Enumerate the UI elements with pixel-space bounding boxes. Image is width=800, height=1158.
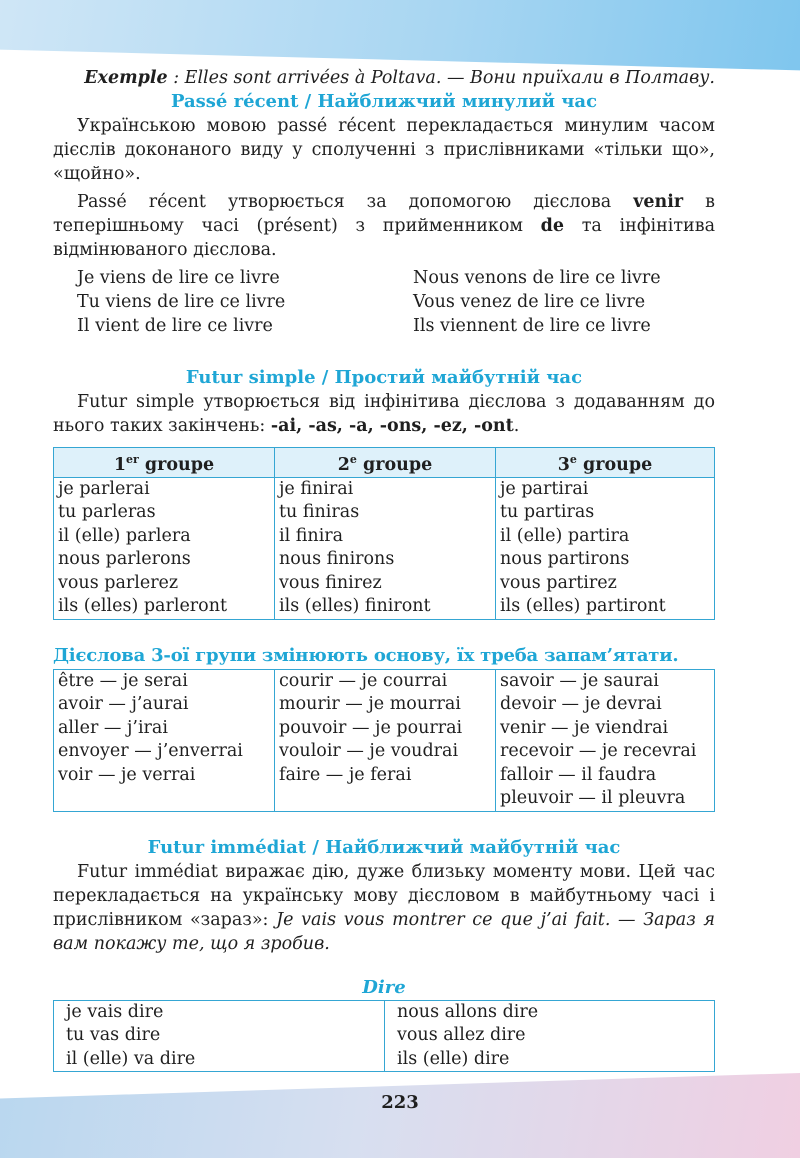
form: tu finiras [279,502,360,523]
conj-plur: Ils viennent de lire ce livre [413,316,651,336]
form: nous parlerons [58,549,191,570]
form: je partirai [500,478,589,499]
passe-recent-paragraph-1: Українською мовою passé récent перекладається минулим часом дієслів доконаного виду у сполученні з прислівниками «тільки що», «щойно». [53,116,715,184]
passe-recent-paragraph-2 [53,190,715,262]
form: nous finirons [279,549,395,570]
group-1-forms [54,477,275,619]
verb-form: avoir — j’aurai [58,694,189,715]
futur-simple-title: Futur simple / Простий майбутній час [185,367,583,388]
form: ils (elles) parleront [58,596,228,617]
header-group-1: 1er groupe [54,448,275,478]
verb-form: devoir — je devrai [500,694,662,715]
text-fragment: та інфінітива відмінюваного дієслова. [53,216,716,260]
bold-venir: venir [633,192,684,212]
form: vous parlerez [58,572,179,593]
conj-sing: Je viens de lire ce livre [77,268,280,288]
text-fragment: . [513,416,520,436]
table-header-row [54,448,715,478]
verb-form: aller — j’irai [58,717,168,738]
form: nous partirons [500,549,630,570]
verb-form: savoir — je saurai [500,670,659,691]
conj-plur: Vous venez de lire ce livre [413,292,646,312]
verb-form: venir — je viendrai [500,717,669,738]
table-row [54,477,715,619]
example-label: Exemple [84,68,168,88]
verb-form: mourir — je mourrai [279,694,461,715]
irregular-verbs-table [53,669,715,812]
dire-form: vous allez dire [397,1025,526,1046]
dire-form: nous allons dire [397,1001,539,1022]
verb-form: faire — je ferai [279,764,412,785]
verb-form: pleuvoir — il pleuvra [500,788,686,809]
footer-decoration [0,1073,800,1158]
dire-singular [54,1000,385,1072]
irregular-verbs-title: Дієслова 3-ої групи змінюють основу, їх треба запам’ятати. [53,644,679,666]
dire-form: tu vas dire [66,1025,161,1046]
text-fragment: Futur immédiat виражає дію, дуже близьку моменту мови. Цей час перекладається на українську мову дієсловом в майбутньому часі і прислівником «зараз»: [53,861,715,930]
dire-form: je vais dire [66,1001,164,1022]
form: tu partiras [500,502,595,523]
verb-form: falloir — il faudra [500,764,657,785]
bold-endings: -ai, -as, -a, -ons, -ez, -ont [270,416,514,436]
futur-simple-paragraph [53,390,715,438]
dire-form: ils (elle) dire [397,1048,510,1069]
verb-form: recevoir — je recevrai [500,741,697,762]
form: ils (elles) partiront [500,596,666,617]
group-2-forms [275,477,496,619]
verb-form: être — je serai [58,670,188,691]
verb-form: vouloir — je voudrai [279,741,459,762]
group-3-forms [496,477,715,619]
futur-immediat-title: Futur immédiat / Найближчий майбутній час [147,836,621,858]
conj-plur: Nous venons de lire ce livre [413,268,661,288]
text-fragment: Futur simple утворюється від інфінітива дієслова з додаванням до нього таких закінчень: [53,392,715,436]
text-fragment: в теперішньому часі (présent) з прийменником [53,192,715,236]
dire-table [53,1000,715,1073]
form: il finira [279,525,344,546]
dire-plural [385,1000,715,1072]
form: il (elle) partira [500,525,630,546]
form: vous finirez [279,572,382,593]
dire-form: il (elle) va dire [66,1048,196,1069]
form: tu parleras [58,502,156,523]
example-line [53,66,715,90]
table-row [54,1000,715,1072]
verb-form: courir — je courrai [279,670,448,691]
passe-recent-title: Passé récent / Найближчий минулий час [170,91,598,112]
bold-de: de [540,216,565,236]
conj-sing: Tu viens de lire ce livre [77,292,286,312]
form: je finirai [279,478,354,499]
irregular-column-1 [54,669,275,811]
dire-title: Dire [362,976,406,998]
header-group-3: 3e groupe [496,448,715,478]
conj-sing: Il vient de lire ce livre [77,316,273,336]
text-fragment: Passé récent утворюється за допомогою дієслова [77,192,634,212]
venir-conjugation [53,266,715,338]
verb-form: envoyer — j’enverrai [58,741,243,762]
page-number: 223 [381,1092,419,1113]
form: ils (elles) finiront [279,596,431,617]
table-row [54,669,715,811]
italic-example: Je vais vous montrer ce que j’ai fait. — Зараз я вам покажу те, що я зробив. [53,909,715,954]
irregular-column-2 [275,669,496,811]
futur-simple-table [53,447,715,620]
verb-form: pouvoir — je pourrai [279,717,463,738]
verb-form: voir — je verrai [58,764,196,785]
example-text: : Elles sont arrivées à Poltava. — Вони приїхали в Полтаву. [167,68,715,88]
form: vous partirez [500,572,617,593]
futur-immediat-paragraph [53,860,715,956]
form: je parlerai [58,478,150,499]
page-content [53,66,715,1072]
irregular-column-3 [496,669,715,811]
form: il (elle) parlera [58,525,191,546]
header-group-2: 2e groupe [275,448,496,478]
